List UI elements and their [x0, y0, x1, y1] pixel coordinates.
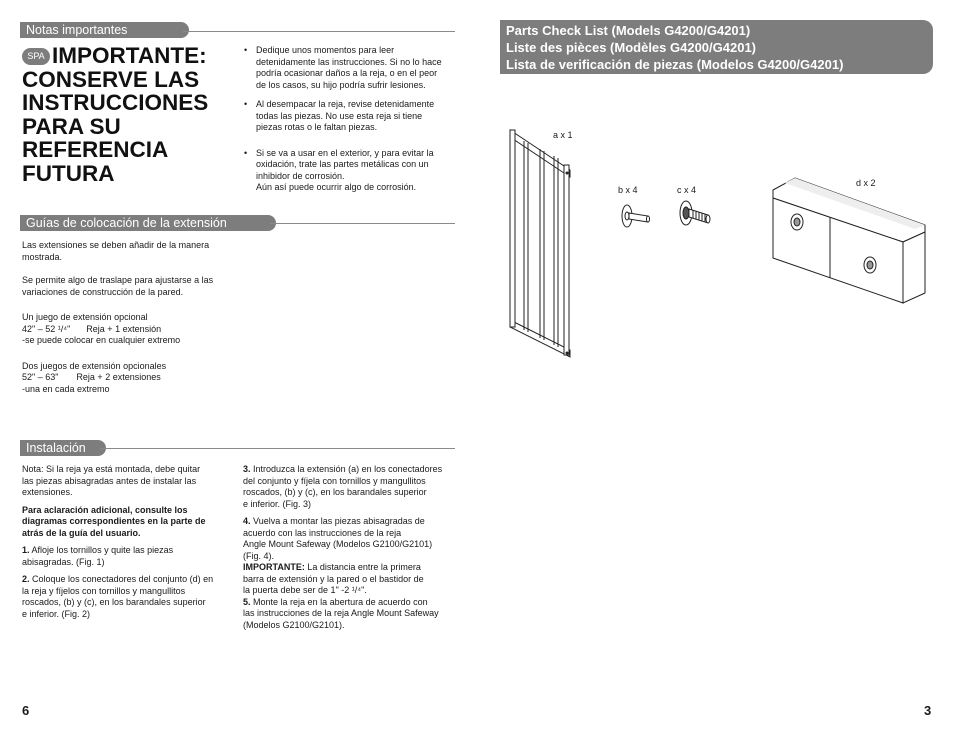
part-d-label: d x 2 [856, 178, 876, 188]
step-2: 2. Coloque los conectadores del conjunto (d) en la reja y fíjelos con tornillos y mangullitos roscados, (b) y (c), en los barandales superior e inferior. (Fig. 2) [22, 574, 214, 619]
step-4: 4. Vuelva a montar las piezas abisagradas de acuerdo con las instrucciones de la reja Angle Mount Safeway (Modelos G2100/G2101) (Fig. 4). [243, 516, 433, 561]
install-rule [100, 448, 455, 449]
install-note: Nota: Si la reja ya está montada, debe quitar las piezas abisagradas antes de instalar las extensiones. [22, 464, 201, 497]
notes-bullets [240, 45, 462, 194]
parts-header-fr: Liste des pièces (Modèles G4200/G4201) [506, 40, 757, 55]
parts-check-header [500, 20, 933, 74]
spa-badge: SPA [22, 48, 50, 65]
guide-text [22, 240, 242, 395]
guide-p1: Las extensiones se deben añadir de la manera mostrada. [22, 240, 210, 262]
notes-rule [183, 31, 455, 32]
big-title-line-3: INSTRUCCIONES [22, 90, 209, 115]
parts-header-es: Lista de verificación de piezas (Modelos G4200/G4201) [506, 57, 844, 72]
step-3: 3. Introduzca la extensión (a) en los conectadores del conjunto y fíjela con tornillos y mangullitos roscados, (b) y (c), en los barandales superior e inferior. (Fig. 3) [243, 464, 443, 509]
bullet-item: • Dedique unos momentos para leer detenidamente las instrucciones. Si no lo hace podría ocasionar daños a la reja, o en el peor de los casos, su hijo podría sufrir lesiones. [240, 45, 462, 91]
page-number-right: 3 [924, 703, 932, 718]
step-1: 1. Afloje los tornillos y quite las piezas abisagradas. (Fig. 1) [22, 545, 174, 567]
big-title [22, 44, 242, 185]
big-title-line-4: PARA SU [22, 113, 121, 139]
big-title-line-1: SPA IMPORTANTE: [22, 44, 242, 68]
important-note: IMPORTANTE: La distancia entre la primera barra de extensión y la pared o el bastidor de la puerta debe ser de 1" -2 ¹/⁴". [243, 562, 424, 595]
screw-icon [618, 200, 654, 232]
connector-bracket-icon [765, 170, 935, 310]
install-col-2 [243, 464, 463, 631]
install-bold-note: Para aclaración adicional, consulte los diagramas correspondientes en la parte de atrás de la guía del usuario. [22, 504, 206, 538]
option-one: Un juego de extensión opcional 42" – 52 ¹/⁴" Reja + 1 extensión -se puede colocar en cualquier extremo [22, 312, 181, 345]
part-b-label: b x 4 [618, 185, 638, 195]
big-title-line-5: REFERENCIA [22, 137, 169, 162]
bullet-item: • Al desempacar la reja, revise detenidamente todas las piezas. No use esta reja si tiene piezas rotas o le faltan piezas. [240, 99, 462, 134]
install-col-1 [22, 464, 238, 620]
option-two: Dos juegos de extensión opcionales 52" – 63" Reja + 2 extensiones -una en cada extremo [22, 360, 167, 394]
big-title-line-2: CONSERVE LAS [22, 66, 200, 92]
part-a-label: a x 1 [553, 130, 573, 140]
part-c-label: c x 4 [677, 185, 697, 195]
page-number-left: 6 [22, 703, 30, 718]
guide-header: Guías de colocación de la extensión [20, 215, 276, 231]
parts-header-en: Parts Check List (Models G4200/G4201) [506, 23, 751, 38]
step-5: 5. Monte la reja en la abertura de acuerdo con las instrucciones de la reja Angle Mount Safeway (Modelos G2100/G2101). [243, 596, 439, 630]
install-header: Instalación [20, 440, 106, 456]
extension-panel-icon [500, 125, 580, 365]
guide-p2: Se permite algo de traslape para ajustarse a las variaciones de construcción de la pared. [22, 275, 214, 297]
big-title-line-6: FUTURA [22, 160, 115, 186]
notes-header: Notas importantes [20, 22, 189, 38]
bullet-item: • Si se va a usar en el exterior, y para evitar la oxidación, trate las partes metálicas con un inhibidor de corrosión. Aún así puede ocurrir algo de corrosión. [240, 148, 462, 194]
threaded-sleeve-icon [676, 198, 716, 232]
guide-rule [270, 223, 455, 224]
